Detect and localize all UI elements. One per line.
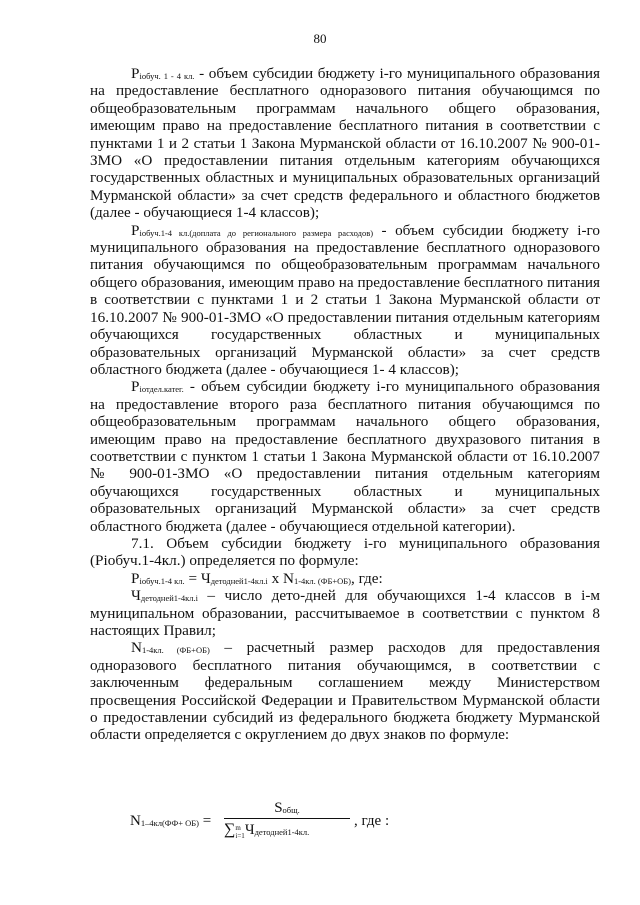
formula-where: , где : — [354, 813, 390, 829]
denominator-symbol: Ч — [244, 822, 255, 838]
formula-lhs-symbol: N — [130, 813, 141, 829]
sum-upper-limit: m — [235, 824, 241, 832]
formula-eq: = Ч — [184, 569, 211, 587]
paragraph-7-1: 7.1. Объем субсидии бюджету i-го муниципального образования (Piобуч.1-4кл.) определяется по формуле: — [90, 534, 600, 570]
paragraph-subsidy-1-4 — [90, 65, 600, 222]
paragraph-text: – расчетный размер расходов для предоставления одноразового бесплатного питания обучающимся, в соответствии с заключенным федеральным соглашением между Министерством просвещения Российской Федерации и Правительством Мурманской области о предоставлении субсидий из федерального бюджета бюджету Мурманской области определяется с округлением до двух знаков по формуле: — [90, 639, 600, 744]
symbol-subscript: 1-4кл. (ФБ+ОБ) — [141, 645, 210, 656]
page-number: 80 — [313, 31, 327, 46]
paragraph-subsidy-regional — [90, 222, 600, 379]
symbol-subscript: 1-4кл. (ФБ+ОБ) — [293, 575, 351, 586]
symbol-subscript: iобуч.1-4 кл. — [139, 575, 185, 586]
paragraph-text: - объем субсидии бюджету i-го муниципального образования на предоставление бесплатного одноразового питания обучающимся по общеобразовательным программам начального общего образования, имеющим право на предоставление бесплатного питания в соответствии с пунктами 1 и 2 статьи 1 Закона Мурманской области от 16.10.2007 № 900-01-ЗМО «О предоставлении питания отдельным категориям обучающихся государственных областных и муниципальных образовательных организаций Мурманской области» за счет средств федерального и областного бюджетов (далее - обучающиеся 1-4 классов); — [90, 65, 600, 222]
fraction-bar — [224, 818, 350, 819]
paragraph-subsidy-category — [90, 378, 600, 535]
symbol-p: P — [131, 378, 140, 396]
page-body — [90, 65, 600, 744]
symbol-subscript: iобуч.1-4 кл.(доплата до регионального размера расходов) — [139, 227, 374, 238]
formula-line-main — [90, 570, 600, 587]
symbol-subscript: iобуч. 1 - 4 кл. — [139, 71, 195, 81]
symbol-p: P — [131, 569, 140, 587]
formula-fraction — [224, 800, 350, 840]
denominator-subscript: детодней1-4кл. — [254, 827, 310, 837]
formula-lhs-subscript: 1–4кл(ФФ+ ОБ) — [140, 818, 199, 828]
formula-lhs — [130, 813, 211, 830]
sum-lower-limit: i=1 — [235, 832, 245, 840]
paragraph-text: – число дето-дней для обучающихся 1-4 классов в i-м муниципальном образовании, рассчитываемое в соответствии с пунктом 8 настоящих Правил; — [90, 587, 600, 639]
paragraph-norm-expense — [90, 639, 600, 743]
numerator-subscript: общ. — [282, 805, 300, 815]
symbol-ch: Ч — [131, 587, 141, 605]
symbol-subscript: детодней1-4кл.i — [210, 575, 268, 586]
fraction-formula — [130, 800, 570, 850]
formula-equals: = — [199, 813, 212, 829]
formula-numerator — [224, 800, 350, 817]
formula-multiply: x N — [267, 569, 294, 587]
formula-denominator — [224, 821, 350, 840]
symbol-subscript: детодней1-4кл.i — [140, 593, 198, 604]
symbol-p: P — [131, 65, 140, 82]
paragraph-child-days — [90, 587, 600, 639]
sum-limits — [235, 824, 244, 840]
symbol-n: N — [131, 639, 142, 657]
symbol-subscript: iотдел.катег. — [139, 384, 184, 395]
paragraph-text: - объем субсидии бюджету i-го муниципального образования на предоставление второго раза бесплатного питания обучающимся по общеобразовательным программам начального общего образования, имеющим право на предоставление бесплатного двухразового питания в соответствии с пунктом 1 статьи 1 Закона Мурманской области от 16.10.2007 № 900-01-ЗМО «О предоставлении питания отдельным категориям обучающихся государственных областных и муниципальных образовательных организаций Мурманской области» за счет средств областного бюджета (далее - обучающиеся отдельной категории). — [90, 378, 600, 535]
numerator-symbol: S — [274, 800, 283, 816]
paragraph-text: - объем субсидии бюджету i-го муниципального образования на предоставление бесплатного одноразового питания обучающимся по общеобразовательным программам начального общего образования, имеющим право на предоставление бесплатного питания в соответствии с пунктами 1 и 2 статьи 1 Закона Мурманской области от 16.10.2007 № 900-01-ЗМО «О предоставлении питания отдельным категориям обучающихся государственных областных и муниципальных образовательных организаций Мурманской области» за счет средств областного бюджета (далее - обучающиеся 1- 4 классов); — [90, 221, 600, 378]
symbol-p: P — [131, 221, 140, 239]
sum-sign: ∑ — [224, 821, 236, 838]
formula-tail: , где: — [350, 569, 383, 587]
